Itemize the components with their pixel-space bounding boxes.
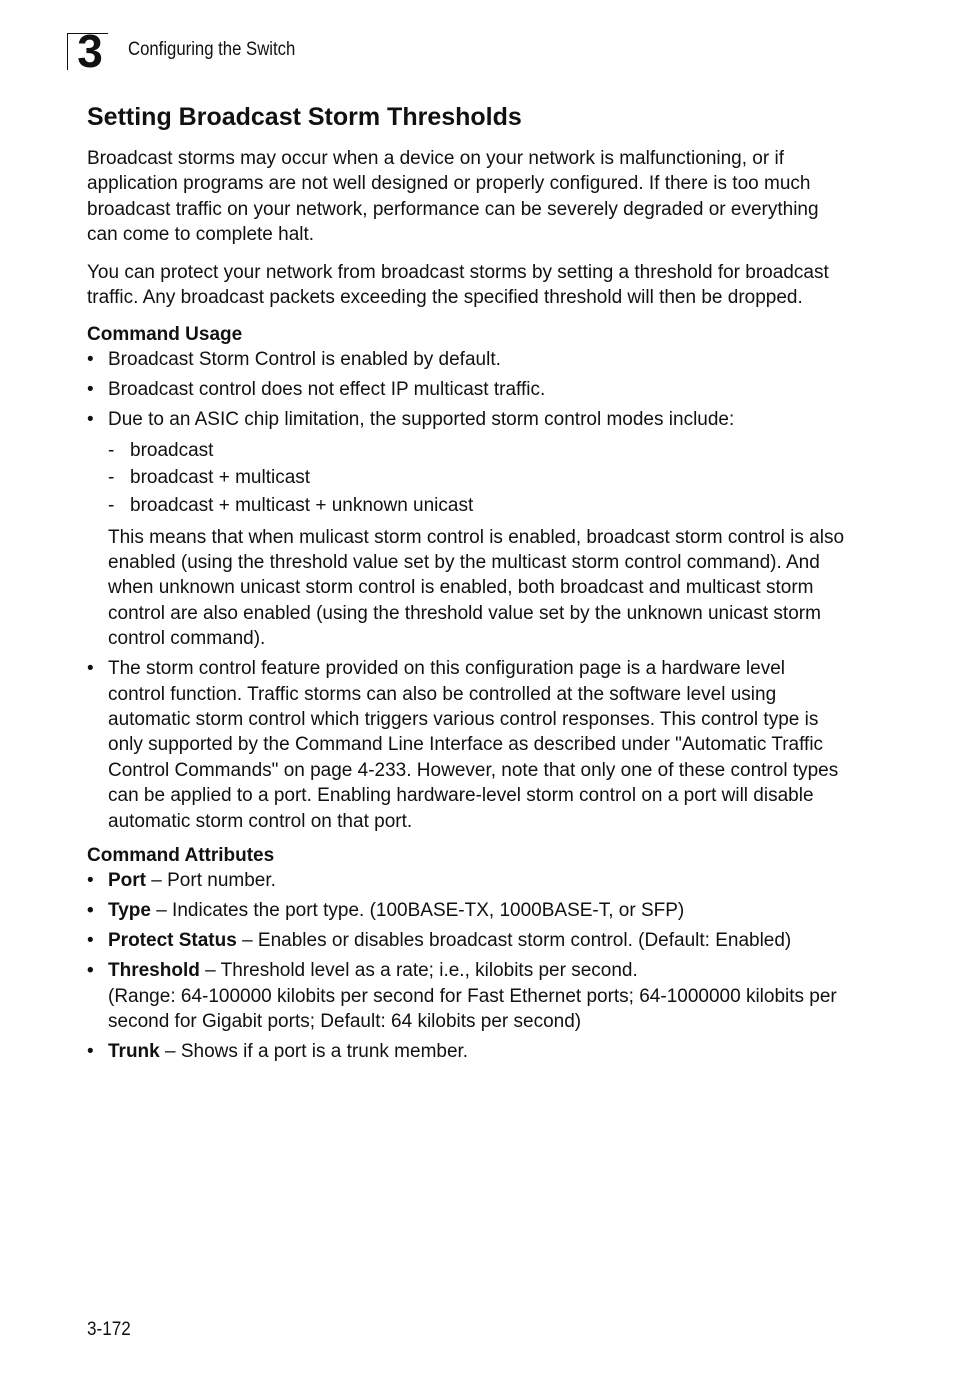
attribute-description: – Enables or disables broadcast storm control. (Default: Enabled) [236, 930, 792, 952]
attribute-term: Type [108, 900, 151, 922]
storm-mode-note: This means that when mulicast storm control is enabled, broadcast storm control is also enabled (using the threshold value set by the multicast storm control command). And when unknown unicast storm control is enabled, both broadcast and multicast storm control are also enabled (using the threshold value set by the unknown unicast storm control command). [108, 526, 845, 650]
attribute-term: Trunk [108, 1040, 160, 1062]
list-item [87, 656, 847, 834]
attribute-item [87, 898, 847, 923]
page-content [87, 100, 847, 1064]
storm-mode-item [108, 437, 847, 465]
intro-paragraph: You can protect your network from broadcast storms by setting a threshold for broadcast traffic. Any broadcast packets exceeding the specified threshold will then be dropped. [87, 261, 829, 309]
bullet-icon: • [87, 870, 94, 892]
command-attributes-heading: Command Attributes [87, 845, 275, 867]
attribute-item [87, 868, 847, 893]
page-number: 3-172 [87, 1319, 131, 1340]
bullet-icon: • [87, 658, 94, 680]
attribute-note: (Range: 64-100000 kilobits per second for Fast Ethernet ports; 64-1000000 kilobits per second for Gigabit ports; Default: 64 kilobits per second) [108, 985, 837, 1032]
attribute-description: – Threshold level as a rate; i.e., kilobits per second. [199, 960, 638, 982]
list-item-text: Broadcast Storm Control is enabled by default. [108, 349, 501, 371]
list-item [87, 377, 847, 402]
intro-paragraph: Broadcast storms may occur when a device on your network is malfunctioning, or if application programs are not well designed or properly configured. If there is too much broadcast traffic on your network, performance can be severely degraded or everything can come to complete halt. [87, 148, 819, 246]
dash-icon: - [108, 495, 115, 517]
storm-mode-text: broadcast + multicast [130, 467, 311, 489]
section-title: Setting Broadcast Storm Thresholds [87, 103, 522, 131]
running-header: Configuring the Switch [128, 39, 296, 60]
chapter-number: 3 [77, 25, 103, 77]
attribute-term: Threshold [108, 960, 200, 982]
command-usage-list [87, 347, 847, 834]
attribute-item [87, 958, 847, 1034]
bullet-icon: • [87, 1040, 94, 1062]
attribute-description: – Port number. [146, 870, 276, 892]
list-item-text: Broadcast control does not effect IP multicast traffic. [108, 379, 546, 401]
storm-mode-list [108, 437, 847, 520]
command-attributes-list [87, 868, 847, 1064]
list-item [87, 407, 847, 651]
dash-icon: - [108, 439, 115, 461]
storm-mode-text: broadcast + multicast + unknown unicast [130, 495, 474, 517]
attribute-description: – Shows if a port is a trunk member. [159, 1040, 469, 1062]
bullet-icon: • [87, 409, 94, 431]
bullet-icon: • [87, 379, 94, 401]
bullet-icon: • [87, 900, 94, 922]
command-usage-heading: Command Usage [87, 324, 243, 346]
attribute-description: – Indicates the port type. (100BASE-TX, 1000BASE-T, or SFP) [150, 900, 685, 922]
storm-mode-item [108, 492, 847, 520]
bullet-icon: • [87, 960, 94, 982]
attribute-item [87, 1039, 847, 1064]
attribute-term: Port [108, 870, 146, 892]
list-item-text: The storm control feature provided on this configuration page is a hardware level control function. Traffic storms can also be controlled at the software level using automatic storm control which triggers various control responses. This control type is only supported by the Command Line Interface as described under "Automatic Traffic Control Commands" on page 4-233. However, note that only one of these control types can be applied to a port. Enabling hardware-level storm control on a port will disable automatic storm control on that port. [108, 658, 839, 832]
bullet-icon: • [87, 930, 94, 952]
attribute-term: Protect Status [108, 930, 237, 952]
attribute-item [87, 928, 847, 953]
list-item [87, 347, 847, 372]
bullet-icon: • [87, 349, 94, 371]
dash-icon: - [108, 467, 115, 489]
list-item-text: Due to an ASIC chip limitation, the supported storm control modes include: [108, 409, 735, 431]
storm-mode-item [108, 464, 847, 492]
storm-mode-text: broadcast [130, 439, 214, 461]
